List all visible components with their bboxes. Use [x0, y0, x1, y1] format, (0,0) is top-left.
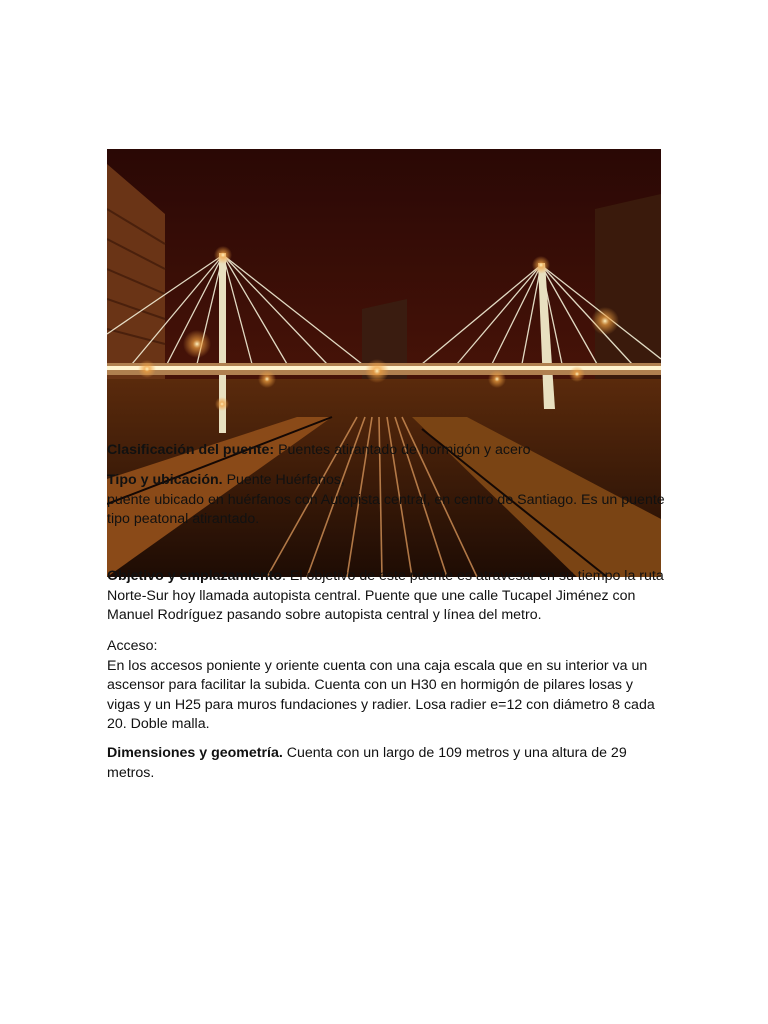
tipo-section	[107, 471, 667, 530]
dimensiones-label: Dimensiones y geometría.	[107, 745, 283, 761]
dimensiones-text: Cuenta con un largo de 109 metros y una altura de 29 metros.	[107, 745, 627, 781]
clasificacion-label: Clasificación del puente:	[107, 442, 275, 458]
clasificacion-section	[107, 441, 667, 461]
acceso-label: Acceso:	[107, 638, 158, 654]
clasificacion-text: Puentes atirantado de hormigón y acero	[274, 442, 531, 458]
objetivo-section	[107, 567, 667, 626]
objetivo-text: . El objetivo de este puente es atravesar en su tiempo la ruta Norte-Sur hoy llamada autopista central. Puente que une calle Tucapel Jiménez con Manuel Rodríguez pasando sobre autopista central y línea del metro.	[107, 568, 664, 624]
tipo-text: Puente Huérfanos,	[222, 472, 345, 488]
acceso-text: En los accesos poniente y oriente cuenta con una caja escala que en su interior va un ascensor para facilitar la subida. Cuenta con un H30 en hormigón de pilares losas y vigas y un H25 para muros fundaciones y radier. Losa radier e=12 con diámetro 8 cada 20. Doble malla.	[107, 657, 655, 733]
acceso-section	[107, 637, 667, 735]
tipo-label: Tipo y ubicación.	[107, 472, 223, 488]
dimensiones-section	[107, 744, 667, 783]
tipo-description: puente ubicado en huérfanos con Autopista central, en centro de Santiago. Es un puente tipo peatonal atirantado.	[107, 491, 665, 528]
objetivo-label: Objetivo y emplazamiento	[107, 568, 283, 584]
